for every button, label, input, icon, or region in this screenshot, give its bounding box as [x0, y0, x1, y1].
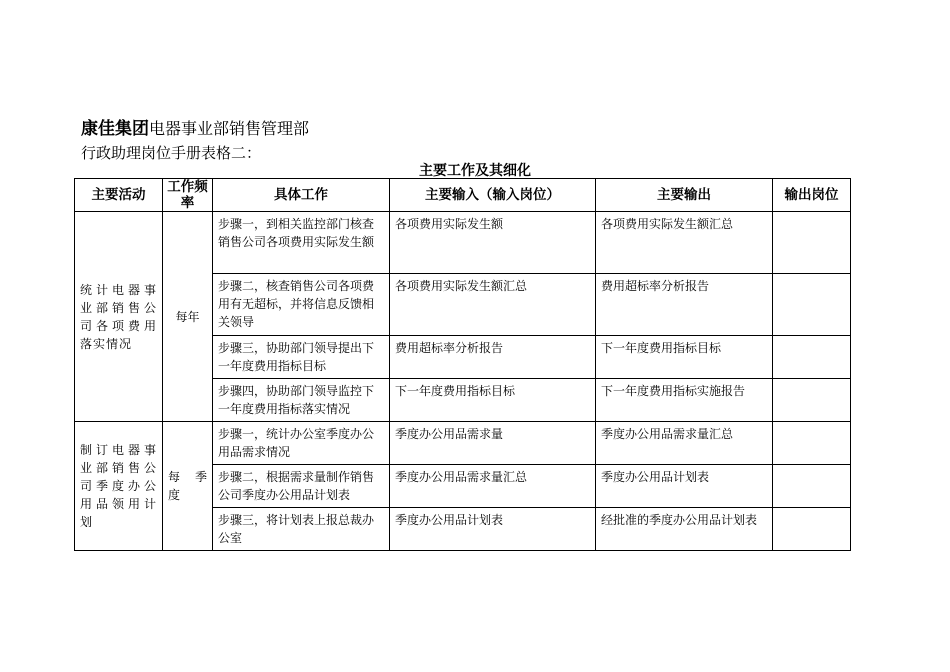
- output-post-cell: [773, 422, 851, 465]
- table-row: [75, 212, 851, 274]
- work-cell: 步骤二，根据需求量制作销售公司季度办公用品计划表: [213, 465, 390, 508]
- col-header-work: 具体工作: [213, 179, 390, 212]
- col-header-frequency: 工作频率: [163, 179, 213, 212]
- col-header-input: 主要输入（输入岗位）: [390, 179, 596, 212]
- work-cell: 步骤三，将计划表上报总裁办公室: [213, 508, 390, 551]
- input-cell: 下一年度费用指标目标: [390, 379, 596, 422]
- document-heading: [81, 114, 309, 139]
- work-cell: 步骤二，核查销售公司各项费用有无超标，并将信息反馈相关领导: [213, 274, 390, 336]
- work-cell: 步骤四，协助部门领导监控下一年度费用指标落实情况: [213, 379, 390, 422]
- input-cell: 季度办公用品需求量汇总: [390, 465, 596, 508]
- work-detail-table: [74, 178, 851, 551]
- work-cell: 步骤三，协助部门领导提出下一年度费用指标目标: [213, 336, 390, 379]
- output-post-cell: [773, 336, 851, 379]
- table-title: 主要工作及其细化: [419, 163, 531, 179]
- output-post-cell: [773, 379, 851, 422]
- input-cell: 季度办公用品计划表: [390, 508, 596, 551]
- department-name: 电器事业部销售管理部: [149, 119, 310, 138]
- output-post-cell: [773, 508, 851, 551]
- output-cell: 季度办公用品计划表: [596, 465, 773, 508]
- col-header-activity: 主要活动: [75, 179, 163, 212]
- form-subtitle: 行政助理岗位手册表格二：: [81, 144, 262, 162]
- company-name: 康佳集团: [81, 119, 149, 139]
- activity-cell: 统计电器事业部销售公司各项费用落实情况: [75, 212, 163, 422]
- frequency-cell: 每 季度: [163, 422, 213, 551]
- input-cell: 各项费用实际发生额汇总: [390, 274, 596, 336]
- table-row: [75, 422, 851, 465]
- table-header-row: [75, 179, 851, 212]
- col-header-output: 主要输出: [596, 179, 773, 212]
- output-cell: 各项费用实际发生额汇总: [596, 212, 773, 274]
- output-cell: 季度办公用品需求量汇总: [596, 422, 773, 465]
- frequency-cell: 每年: [163, 212, 213, 422]
- output-post-cell: [773, 274, 851, 336]
- work-cell: 步骤一，到相关监控部门核查销售公司各项费用实际发生额: [213, 212, 390, 274]
- input-cell: 各项费用实际发生额: [390, 212, 596, 274]
- output-cell: 下一年度费用指标实施报告: [596, 379, 773, 422]
- input-cell: 费用超标率分析报告: [390, 336, 596, 379]
- output-post-cell: [773, 212, 851, 274]
- work-cell: 步骤一，统计办公室季度办公用品需求情况: [213, 422, 390, 465]
- output-cell: 下一年度费用指标目标: [596, 336, 773, 379]
- activity-cell: 制订电器事业部销售公司季度办公用品领用计划: [75, 422, 163, 551]
- output-cell: 费用超标率分析报告: [596, 274, 773, 336]
- output-cell: 经批准的季度办公用品计划表: [596, 508, 773, 551]
- col-header-output-post: 输出岗位: [773, 179, 851, 212]
- output-post-cell: [773, 465, 851, 508]
- input-cell: 季度办公用品需求量: [390, 422, 596, 465]
